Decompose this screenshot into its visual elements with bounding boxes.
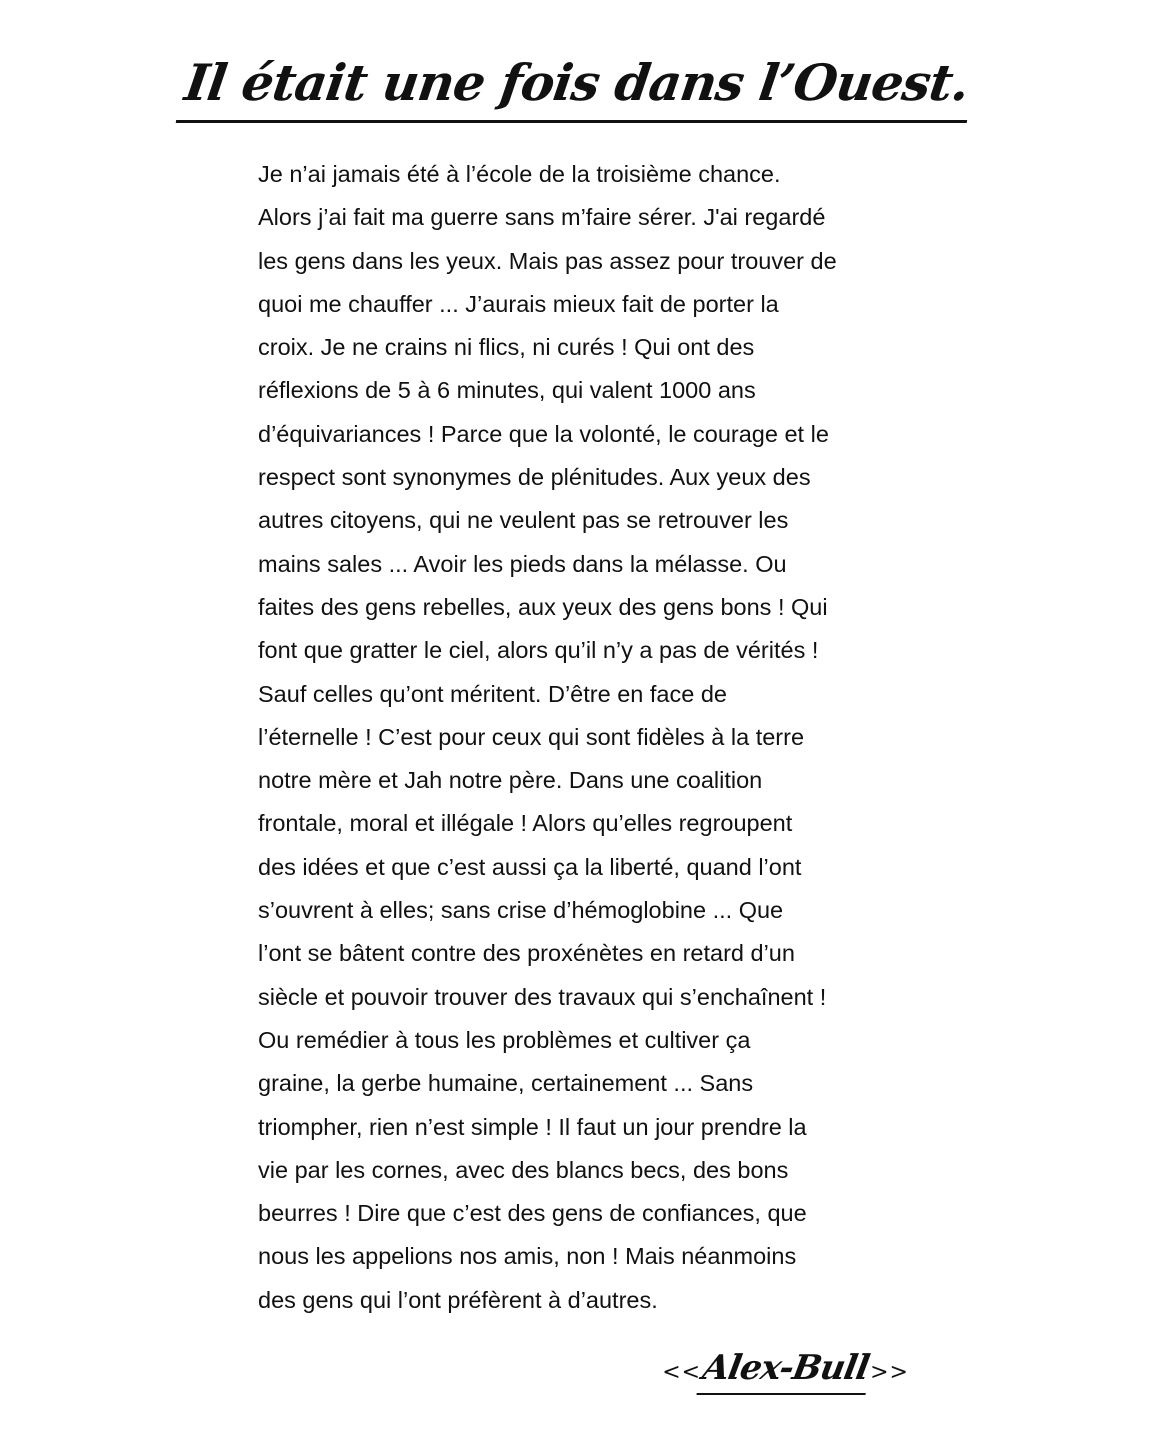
poem-line: réflexions de 5 à 6 minutes, qui valent 1000 ans <box>258 377 756 404</box>
poem-line: d’équivariances ! Parce que la volonté, le courage et le <box>258 420 829 447</box>
poem-line: Sauf celles qu’ont méritent. D’être en face de <box>258 680 727 707</box>
poem-line: autres citoyens, qui ne veulent pas se retrouver les <box>258 507 789 534</box>
poem-line: frontale, moral et illégale ! Alors qu’elles regroupent <box>258 810 793 837</box>
poem-line: graine, la gerbe humaine, certainement ... Sans <box>258 1070 754 1097</box>
poem-line: s’ouvrent à elles; sans crise d’hémoglobine ... Que <box>258 897 784 924</box>
poem-line: notre mère et Jah notre père. Dans une coalition <box>258 767 763 794</box>
poem-body <box>258 153 918 1322</box>
poem-line: Alors j’ai fait ma guerre sans m’faire sérer. J'ai regardé <box>258 204 826 231</box>
poem-line: l’éternelle ! C’est pour ceux qui sont fidèles à la terre <box>258 723 805 750</box>
signature-close-bracket: >> <box>870 1360 909 1385</box>
poem-line: l’ont se bâtent contre des proxénètes en retard d’un <box>258 940 795 967</box>
poem-line: quoi me chauffer ... J’aurais mieux fait de porter la <box>258 290 779 317</box>
poem-title-text: Il était une fois dans l’Ouest. <box>175 48 977 123</box>
poem-title <box>0 48 1152 123</box>
poem-line: siècle et pouvoir trouver des travaux qui s’enchaînent ! <box>258 983 827 1010</box>
poem-line: respect sont synonymes de plénitudes. Aux yeux des <box>258 464 811 491</box>
poem-line: Je n’ai jamais été à l’école de la troisième chance. <box>258 161 781 187</box>
signature-name: Alex-Bull <box>697 1343 875 1395</box>
poem-line: vie par les cornes, avec des blancs becs, des bons <box>258 1156 789 1183</box>
poem-line: beurres ! Dire que c’est des gens de confiances, que <box>258 1200 807 1227</box>
poem-line: nous les appelions nos amis, non ! Mais néanmoins <box>258 1243 797 1270</box>
poem-line: des idées et que c’est aussi ça la liberté, quand l’ont <box>258 853 802 880</box>
author-signature <box>662 1343 909 1398</box>
poem-line: les gens dans les yeux. Mais pas assez pour trouver de <box>258 247 837 274</box>
poem-line: triompher, rien n’est simple ! Il faut un jour prendre la <box>258 1113 807 1140</box>
poem-line: Ou remédier à tous les problèmes et cultiver ça <box>258 1026 751 1053</box>
poem-line: des gens qui l’ont préfèrent à d’autres. <box>258 1286 658 1313</box>
signature-open-bracket: << <box>662 1360 702 1385</box>
poem-line: font que gratter le ciel, alors qu’il n’y a pas de vérités ! <box>258 637 819 664</box>
poem-line: faites des gens rebelles, aux yeux des gens bons ! Qui <box>258 593 828 620</box>
poem-line: mains sales ... Avoir les pieds dans la mélasse. Ou <box>258 550 787 577</box>
poem-line: croix. Je ne crains ni flics, ni curés ! Qui ont des <box>258 334 755 361</box>
